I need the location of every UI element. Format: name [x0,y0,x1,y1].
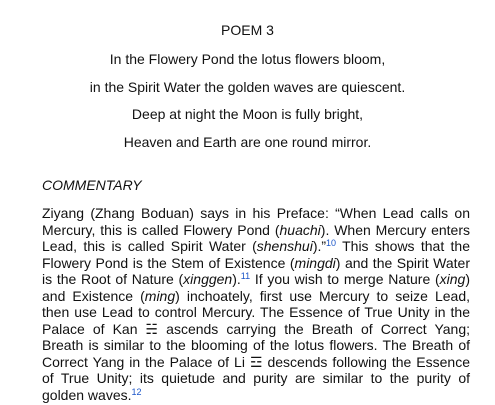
commentary-term: xing [439,271,466,287]
commentary-term: shenshui [256,238,313,254]
commentary-text: ).” [312,238,327,254]
poem-line: in the Spirit Water the golden waves are quiescent. [89,79,406,95]
footnote-ref[interactable]: 12 [131,386,142,397]
commentary-term: huachi [279,221,321,238]
commentary-text: ). [232,271,241,287]
commentary-text: Ziyang (Zhang Boduan) says in his Preface: “When Lead calls on Mercury, this is called Flowery Pond ( [42,205,470,238]
poem-line: In the Flowery Pond the lotus flowers bloom, [109,51,386,67]
poem-title: POEM 3 [221,22,274,38]
commentary-term: ming [144,287,176,304]
commentary-paragraph [42,205,470,403]
footnote-ref[interactable]: 10 [326,238,337,248]
commentary-heading: COMMENTARY [42,177,142,193]
commentary-text: If you wish to merge Nature ( [250,271,440,287]
commentary-text: ) and Existence ( [42,271,470,304]
commentary-text: This shows that the Flowery Pond is the Stem of Existence ( [42,238,470,271]
poem-line: Heaven and Earth are one round mirror. [123,134,372,150]
footnote-ref[interactable]: 11 [240,271,251,281]
commentary-text: ) and the Spirit Water is the Root of Nature ( [42,254,470,287]
commentary-term: xinggen [183,271,233,287]
commentary-text: ). When Mercury enters Lead, this is called Spirit Water ( [42,221,471,254]
commentary-term: mingdi [294,254,336,271]
commentary-text: ) inchoately, first use Mercury to seize Lead, then use Lead to control Mercury. The Essence of True Unity in the Palace of Kan ☵ ascends carrying the Breath of Correct Yang; Breath is similar to the blooming of the lotus flowers. The Breath of Correct Yang in the Palace of Li ☲ descends following the Essence of True Unity; its quietude and purity are similar to the purity of golden waves. [42,287,470,403]
poem-line: Deep at night the Moon is fully bright, [131,106,364,122]
